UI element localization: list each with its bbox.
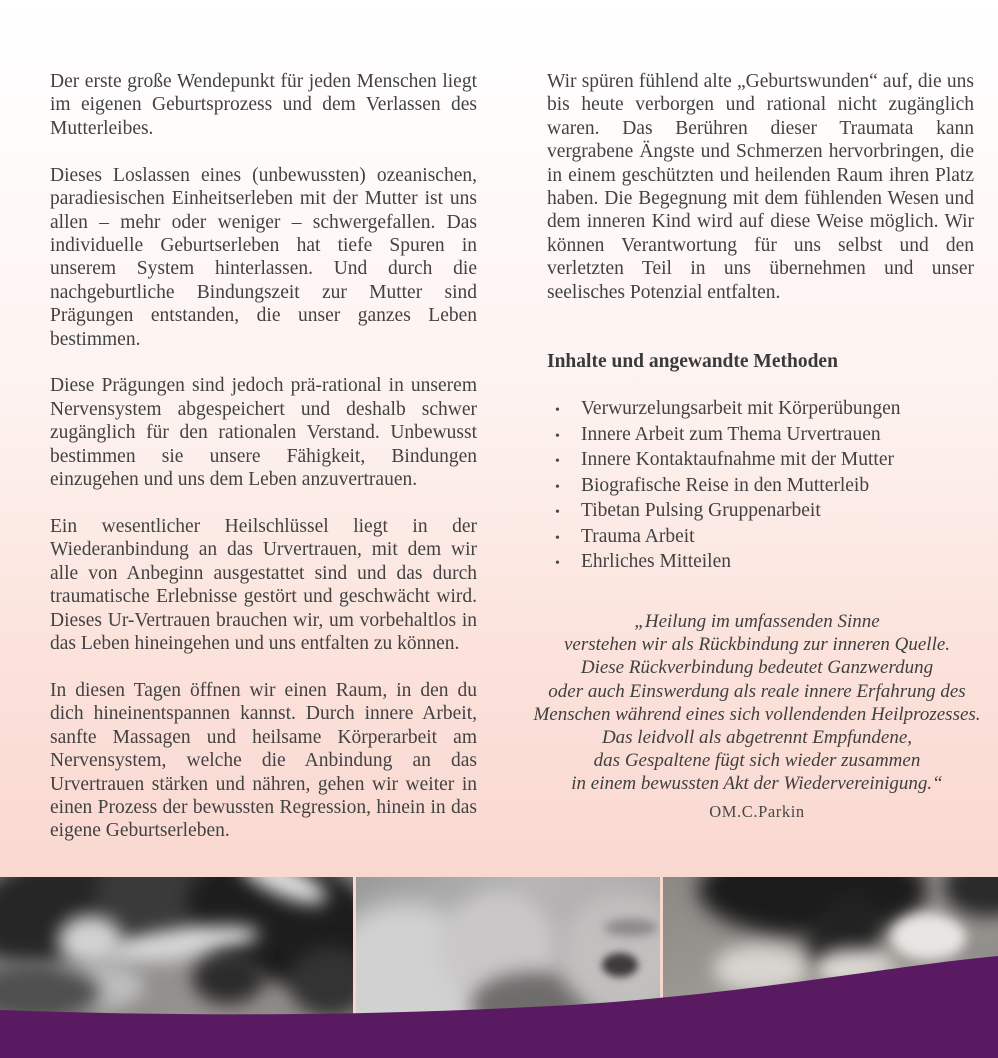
bullet-icon: •: [555, 428, 560, 444]
quote-line: verstehen wir als Rückbindung zur inneren Quelle.: [563, 634, 951, 656]
right-column: [547, 70, 974, 328]
method-item-label: Innere Kontaktaufnahme mit der Mutter: [581, 449, 894, 470]
bullet-icon: •: [555, 556, 560, 571]
method-item-label: Biografische Reise in den Mutterleib: [581, 474, 870, 496]
quote-attribution: OM.C.Parkin: [709, 801, 805, 821]
method-item-label: Tibetan Pulsing Gruppenarbeit: [581, 500, 821, 521]
bullet-icon: •: [555, 505, 560, 520]
methods-section: [547, 350, 974, 576]
left-column: [50, 70, 477, 866]
paragraph-letting-go: Dieses Loslassen eines (unbewussten) ozeanischen, paradiesischen Einheitserleben mit der Mutter ist uns allen – mehr oder weniger – schwergefallen. Das individuelle Geburtserleben hat tiefe Spuren in unserem System hinterlassen. Und durch die nachgeburtliche Bindungszeit zur Mutter sind Prägungen entstanden, die unser ganzes Leben bestimmen.: [50, 164, 477, 350]
paragraph-these-days: In diesen Tagen öffnen wir einen Raum, in den du dich hineinentspannen kannst. Durch innere Arbeit, sanfte Massagen und heilsame Körperarbeit am Nervensystem, welche die Anbindung an das Urvertrauen stärken und nähren, gehen wir weiter in einen Prozess der bewussten Regression, hinein in das eigene Geburtserleben.: [50, 679, 477, 842]
method-item: [547, 525, 974, 551]
bullet-icon: •: [555, 479, 560, 495]
quote-line: das Gespaltene fügt sich wieder zusammen: [593, 750, 921, 772]
method-item: [547, 474, 974, 500]
methods-heading: Inhalte und angewandte Methoden: [547, 351, 838, 372]
quote-line: Das leidvoll als abgetrennt Empfundene,: [601, 727, 913, 749]
method-item: [547, 423, 974, 449]
method-item: [547, 499, 974, 525]
method-item-label: Ehrliches Mitteilen: [581, 551, 732, 572]
method-item: [547, 397, 974, 423]
bullet-icon: •: [555, 403, 560, 418]
paragraph-birth-wounds: Wir spüren fühlend alte „Geburtswunden“ auf, die uns bis heute verborgen und rational nicht zugänglich waren. Das Berühren dieser Traumata kann vergrabene Ängste und Schmerzen hervorbringen, die in einem geschützten und heilenden Raum ihren Platz haben. Die Begegnung mit dem fühlenden Wesen und dem inneren Kind wird auf diese Weise möglich. Wir können Verantwortung für uns selbst und den verletzten Teil in uns übernehmen und unser seelisches Potenzial entfalten.: [547, 71, 974, 303]
paragraph-imprints: Diese Prägungen sind jedoch prä-rational in unserem Nervensystem abgespeichert und deshalb schwer zugänglich für den rationalen Verstand. Unbewusst bestimmen sie unsere Fähigkeit, Bindungen einzugehen und uns dem Leben anzuvertrauen.: [50, 375, 477, 491]
quote-line: „Heilung im umfassenden Sinne: [634, 611, 880, 632]
method-item: [547, 448, 974, 474]
method-item-label: Innere Arbeit zum Thema Urvertrauen: [581, 423, 881, 445]
footer-wave-band: [0, 940, 998, 1058]
quote-line: oder auch Einswerdung als reale innere Erfahrung des: [548, 680, 966, 702]
quote-line: in einem bewussten Akt der Wiedervereinigung.“: [571, 773, 943, 795]
quote-line: Menschen während eines sich vollendenden Heilprozesses.: [533, 703, 981, 725]
quote-block: [527, 610, 987, 823]
paragraph-birth-turning-point: Der erste große Wendepunkt für jeden Menschen liegt im eigenen Geburtsprozess und dem Verlassen des Mutterleibes.: [50, 71, 477, 139]
quote-line: Diese Rückverbindung bedeutet Ganzwerdung: [580, 657, 934, 679]
method-item-label: Verwurzelungsarbeit mit Körperübungen: [581, 398, 901, 419]
method-item: [547, 550, 974, 576]
methods-list: [547, 397, 974, 576]
bullet-icon: •: [555, 454, 560, 469]
method-item-label: Trauma Arbeit: [581, 525, 695, 547]
paragraph-healing-key: Ein wesentlicher Heilschlüssel liegt in der Wiederanbindung an das Urvertrauen, mit dem wir alle von Anbeginn ausgestattet sind und das durch traumatische Erlebnisse gestört und geschwächt wird. Dieses Ur-Vertrauen brauchen wir, um vorbehaltlos in das Leben hineingehen und uns entfalten zu können.: [50, 516, 477, 655]
bullet-icon: •: [555, 530, 560, 546]
